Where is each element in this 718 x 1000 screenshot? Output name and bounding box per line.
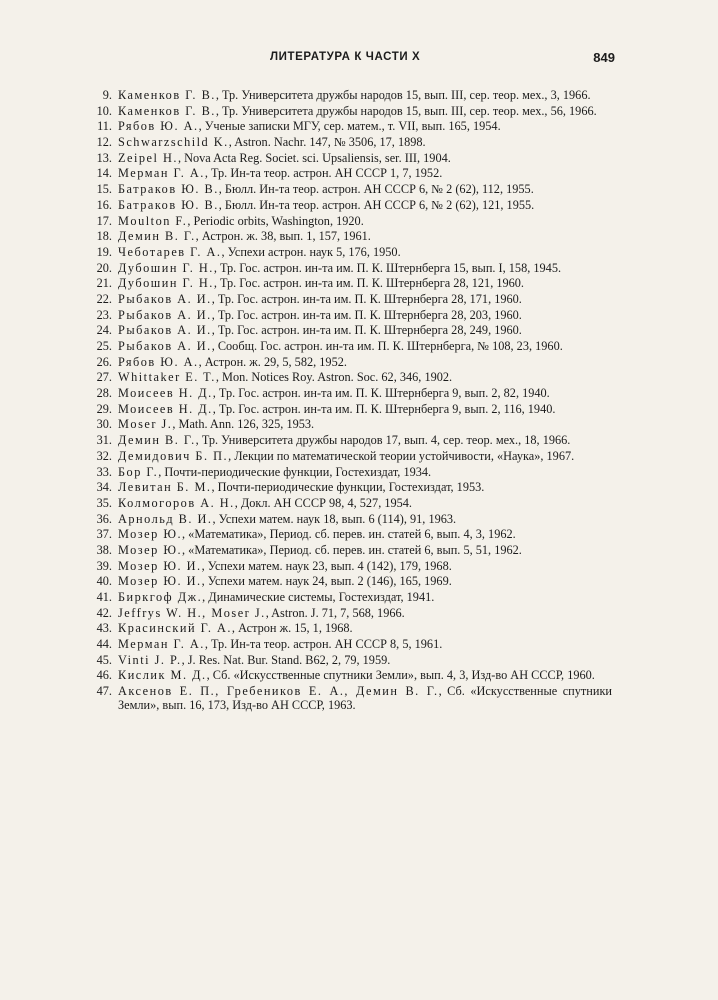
reference-author: Колмогоров А. Н. bbox=[118, 495, 235, 510]
reference-text: , Бюлл. Ин-та теор. астрон. АН СССР 6, № 2 (62), 112, 1955. bbox=[218, 182, 534, 197]
reference-number: 46. bbox=[96, 668, 112, 683]
reference-item bbox=[0, 89, 612, 103]
reference-item bbox=[0, 356, 612, 370]
reference-author: Левитан Б. М. bbox=[118, 480, 212, 495]
reference-number: 29. bbox=[96, 401, 112, 416]
reference-author: Мозер Ю. И. bbox=[118, 574, 202, 589]
reference-number: 9. bbox=[102, 88, 112, 102]
reference-author: Рыбаков А. И. bbox=[118, 291, 212, 306]
reference-item bbox=[0, 246, 612, 260]
reference-text: , «Математика», Период. сб. перев. ин. статей 6, вып. 5, 51, 1962. bbox=[182, 542, 522, 557]
reference-item bbox=[0, 481, 612, 495]
reference-author: Кислик М. Д. bbox=[118, 668, 207, 683]
reference-author: Рыбаков А. И. bbox=[118, 307, 212, 322]
reference-text: , Почти-периодические функции, Гостехиздат, 1934. bbox=[158, 464, 432, 479]
reference-item bbox=[0, 575, 612, 589]
reference-number: 18. bbox=[96, 229, 112, 244]
running-title: ЛИТЕРАТУРА К ЧАСТИ X bbox=[270, 51, 421, 63]
reference-text: , Ученые записки МГУ, сер. матем., т. VII, вып. 165, 1954. bbox=[198, 119, 501, 134]
reference-item bbox=[0, 340, 612, 354]
reference-author: Чеботарев Г. А. bbox=[118, 244, 222, 259]
reference-text: , Mon. Notices Roy. Astron. Soc. 62, 346, 1902. bbox=[215, 370, 453, 385]
reference-number: 43. bbox=[96, 621, 112, 636]
reference-number: 21. bbox=[96, 276, 112, 291]
reference-number: 25. bbox=[96, 339, 112, 353]
reference-item bbox=[0, 418, 612, 432]
reference-author: Демидович Б. П. bbox=[118, 448, 229, 463]
reference-author: Moser J. bbox=[118, 417, 173, 432]
reference-text: , Астрон. ж. 38, вып. 1, 157, 1961. bbox=[195, 229, 371, 244]
reference-author: Батраков Ю. В. bbox=[118, 197, 219, 212]
reference-item bbox=[0, 324, 612, 338]
reference-item bbox=[0, 120, 612, 134]
reference-text: , Докл. АН СССР 98, 4, 527, 1954. bbox=[234, 495, 413, 510]
reference-text: , Лекции по математической теории устойчивости, «Наука», 1967. bbox=[228, 448, 575, 463]
reference-text: , Тр. Гос. астрон. ин-та им. П. К. Штернберга 28, 249, 1960. bbox=[211, 323, 522, 338]
reference-text: , Astron. J. 71, 7, 568, 1966. bbox=[265, 605, 405, 620]
reference-item bbox=[0, 607, 612, 621]
reference-number: 10. bbox=[96, 103, 112, 118]
reference-author: Мозер Ю. И. bbox=[118, 558, 202, 573]
reference-item bbox=[0, 199, 612, 213]
reference-text: , Динамические системы, Гостехиздат, 1941. bbox=[202, 590, 435, 604]
reference-text: , Бюлл. Ин-та теор. астрон. АН СССР 6, № 2 (62), 121, 1955. bbox=[218, 197, 535, 212]
reference-item bbox=[0, 638, 612, 652]
reference-number: 20. bbox=[96, 260, 112, 275]
reference-number: 30. bbox=[96, 417, 112, 432]
reference-author: Vinti J. P. bbox=[118, 652, 182, 667]
reference-item bbox=[0, 450, 612, 464]
reference-author: Whittaker E. T. bbox=[118, 370, 216, 385]
reference-number: 16. bbox=[96, 197, 112, 212]
reference-text: , Успехи матем. наук 18, вып. 6 (114), 91, 1963. bbox=[212, 511, 457, 526]
reference-text: , Тр. Университета дружбы народов 15, вып. III, сер. теор. мех., 3, 1966. bbox=[215, 88, 591, 102]
reference-item bbox=[0, 434, 612, 448]
reference-author: Арнольд В. И. bbox=[118, 511, 213, 526]
reference-text: , Тр. Гос. астрон. ин-та им. П. К. Штернберга 28, 171, 1960. bbox=[211, 291, 522, 306]
reference-author: Дубошин Г. Н. bbox=[118, 260, 214, 275]
reference-number: 39. bbox=[96, 558, 112, 573]
reference-item bbox=[0, 105, 612, 119]
reference-author: Moulton F. bbox=[118, 213, 188, 228]
reference-author: Мозер Ю. bbox=[118, 542, 183, 557]
reference-text: , Успехи астрон. наук 5, 176, 1950. bbox=[221, 244, 401, 259]
reference-number: 45. bbox=[96, 652, 112, 667]
reference-author: Моисеев Н. Д. bbox=[118, 386, 213, 401]
page-header bbox=[270, 51, 615, 71]
reference-item bbox=[0, 685, 612, 712]
reference-number: 12. bbox=[96, 135, 112, 150]
reference-number: 33. bbox=[96, 464, 112, 479]
reference-author: Моисеев Н. Д. bbox=[118, 401, 213, 416]
reference-item bbox=[0, 591, 612, 605]
reference-item bbox=[0, 262, 612, 276]
reference-number: 15. bbox=[96, 182, 112, 197]
reference-number: 41. bbox=[96, 590, 112, 604]
reference-number: 38. bbox=[96, 542, 112, 557]
reference-author: Каменков Г. В. bbox=[118, 103, 216, 118]
reference-item bbox=[0, 466, 612, 480]
reference-number: 11. bbox=[97, 119, 112, 134]
reference-item bbox=[0, 293, 612, 307]
reference-author: Аксенов Е. П., Гребеников Е. А., Демин В. Г. bbox=[118, 684, 439, 699]
reference-text: , Тр. Гос. астрон. ин-та им. П. К. Штернберга 15, вып. I, 158, 1945. bbox=[213, 260, 562, 275]
reference-item bbox=[0, 230, 612, 244]
reference-number: 17. bbox=[96, 213, 112, 228]
reference-item bbox=[0, 544, 612, 558]
reference-text: , Тр. Университета дружбы народов 15, вып. III, сер. теор. мех., 56, 1966. bbox=[215, 103, 597, 118]
reference-author: Батраков Ю. В. bbox=[118, 182, 219, 197]
reference-item bbox=[0, 136, 612, 150]
reference-author: Schwarzschild K. bbox=[118, 135, 229, 150]
reference-item bbox=[0, 183, 612, 197]
reference-number: 34. bbox=[96, 480, 112, 495]
reference-text: , Сб. «Искусственные спутники Земли», вып. 16, 173, Изд-во АН СССР, 1963. bbox=[118, 684, 612, 712]
reference-item bbox=[0, 513, 612, 527]
reference-text: , Успехи матем. наук 23, вып. 4 (142), 179, 1968. bbox=[201, 558, 452, 573]
reference-number: 36. bbox=[96, 511, 112, 526]
reference-text: , Астрон ж. 15, 1, 1968. bbox=[231, 621, 353, 636]
reference-text: , Успехи матем. наук 24, вып. 2 (146), 165, 1969. bbox=[201, 574, 452, 589]
reference-text: , Astron. Nachr. 147, № 3506, 17, 1898. bbox=[228, 135, 426, 150]
reference-author: Рябов Ю. А. bbox=[118, 354, 199, 369]
reference-number: 27. bbox=[96, 370, 112, 385]
reference-text: , Тр. Ин-та теор. астрон. АН СССР 1, 7, 1952. bbox=[204, 166, 443, 181]
reference-number: 42. bbox=[96, 605, 112, 620]
reference-author: Мерман Г. А. bbox=[118, 166, 205, 181]
reference-text: , Сб. «Искусственные спутники Земли», вып. 4, 3, Изд-во АН СССР, 1960. bbox=[206, 668, 595, 683]
reference-item bbox=[0, 387, 612, 401]
reference-item bbox=[0, 152, 612, 166]
reference-author: Рыбаков А. И. bbox=[118, 339, 212, 353]
reference-author: Демин В. Г. bbox=[118, 433, 196, 448]
reference-text: , Тр. Университета дружбы народов 17, вып. 4, сер. теор. мех., 18, 1966. bbox=[195, 433, 571, 448]
reference-text: , Тр. Гос. астрон. ин-та им. П. К. Штернберга 28, 203, 1960. bbox=[211, 307, 522, 322]
reference-author: Jeffrys W. H., Moser J. bbox=[118, 605, 266, 620]
reference-text: , Тр. Ин-та теор. астрон. АН СССР 8, 5, 1961. bbox=[204, 637, 443, 652]
reference-text: , Почти-периодические функции, Гостехиздат, 1953. bbox=[211, 480, 485, 495]
reference-number: 13. bbox=[96, 150, 112, 165]
reference-item bbox=[0, 528, 612, 542]
reference-item bbox=[0, 497, 612, 511]
reference-author: Мерман Г. А. bbox=[118, 637, 205, 652]
reference-text: , J. Res. Nat. Bur. Stand. B62, 2, 79, 1959. bbox=[181, 652, 391, 667]
reference-number: 14. bbox=[96, 166, 112, 181]
reference-number: 28. bbox=[96, 386, 112, 401]
reference-text: , «Математика», Период. сб. перев. ин. статей 6, вып. 4, 3, 1962. bbox=[182, 527, 516, 542]
reference-number: 26. bbox=[96, 354, 112, 369]
reference-item bbox=[0, 371, 612, 385]
page-number: 849 bbox=[593, 50, 615, 65]
reference-text: , Nova Acta Reg. Societ. sci. Upsaliensis, ser. III, 1904. bbox=[177, 150, 451, 165]
reference-item bbox=[0, 622, 612, 636]
reference-text: , Сообщ. Гос. астрон. ин-та им. П. К. Штернберга, № 108, 23, 1960. bbox=[211, 339, 563, 353]
reference-text: , Тр. Гос. астрон. ин-та им. П. К. Штернберга 28, 121, 1960. bbox=[213, 276, 525, 291]
reference-item bbox=[0, 560, 612, 574]
reference-number: 22. bbox=[96, 291, 112, 306]
reference-author: Мозер Ю. bbox=[118, 527, 183, 542]
reference-author: Дубошин Г. Н. bbox=[118, 276, 214, 291]
reference-number: 35. bbox=[96, 495, 112, 510]
reference-author: Рыбаков А. И. bbox=[118, 323, 212, 338]
reference-item bbox=[0, 167, 612, 181]
reference-number: 37. bbox=[96, 527, 112, 542]
reference-item bbox=[0, 669, 612, 683]
reference-number: 32. bbox=[96, 448, 112, 463]
reference-author: Бор Г. bbox=[118, 464, 159, 479]
reference-number: 19. bbox=[96, 244, 112, 259]
reference-item bbox=[0, 215, 612, 229]
reference-item bbox=[0, 654, 612, 668]
reference-author: Демин В. Г. bbox=[118, 229, 196, 244]
reference-item bbox=[0, 403, 612, 417]
reference-number: 44. bbox=[96, 637, 112, 652]
reference-author: Zeipel H. bbox=[118, 150, 178, 165]
reference-text: , Math. Ann. 126, 325, 1953. bbox=[172, 417, 315, 432]
reference-item bbox=[0, 309, 612, 323]
reference-number: 23. bbox=[96, 307, 112, 322]
reference-item bbox=[0, 277, 612, 291]
reference-number: 47. bbox=[96, 684, 112, 699]
reference-text: , Тр. Гос. астрон. ин-та им. П. К. Штернберга 9, вып. 2, 82, 1940. bbox=[212, 386, 550, 401]
reference-author: Рябов Ю. А. bbox=[118, 119, 199, 134]
reference-number: 40. bbox=[96, 574, 112, 589]
reference-list bbox=[0, 89, 718, 714]
reference-text: , Астрон. ж. 29, 5, 582, 1952. bbox=[198, 354, 347, 369]
reference-author: Каменков Г. В. bbox=[118, 88, 216, 102]
reference-number: 31. bbox=[96, 433, 112, 448]
reference-number: 24. bbox=[96, 323, 112, 338]
reference-author: Биркгоф Дж. bbox=[118, 590, 203, 604]
reference-text: , Тр. Гос. астрон. ин-та им. П. К. Штернберга 9, вып. 2, 116, 1940. bbox=[212, 401, 556, 416]
reference-text: , Periodic orbits, Washington, 1920. bbox=[187, 213, 364, 228]
reference-author: Красинский Г. А. bbox=[118, 621, 232, 636]
